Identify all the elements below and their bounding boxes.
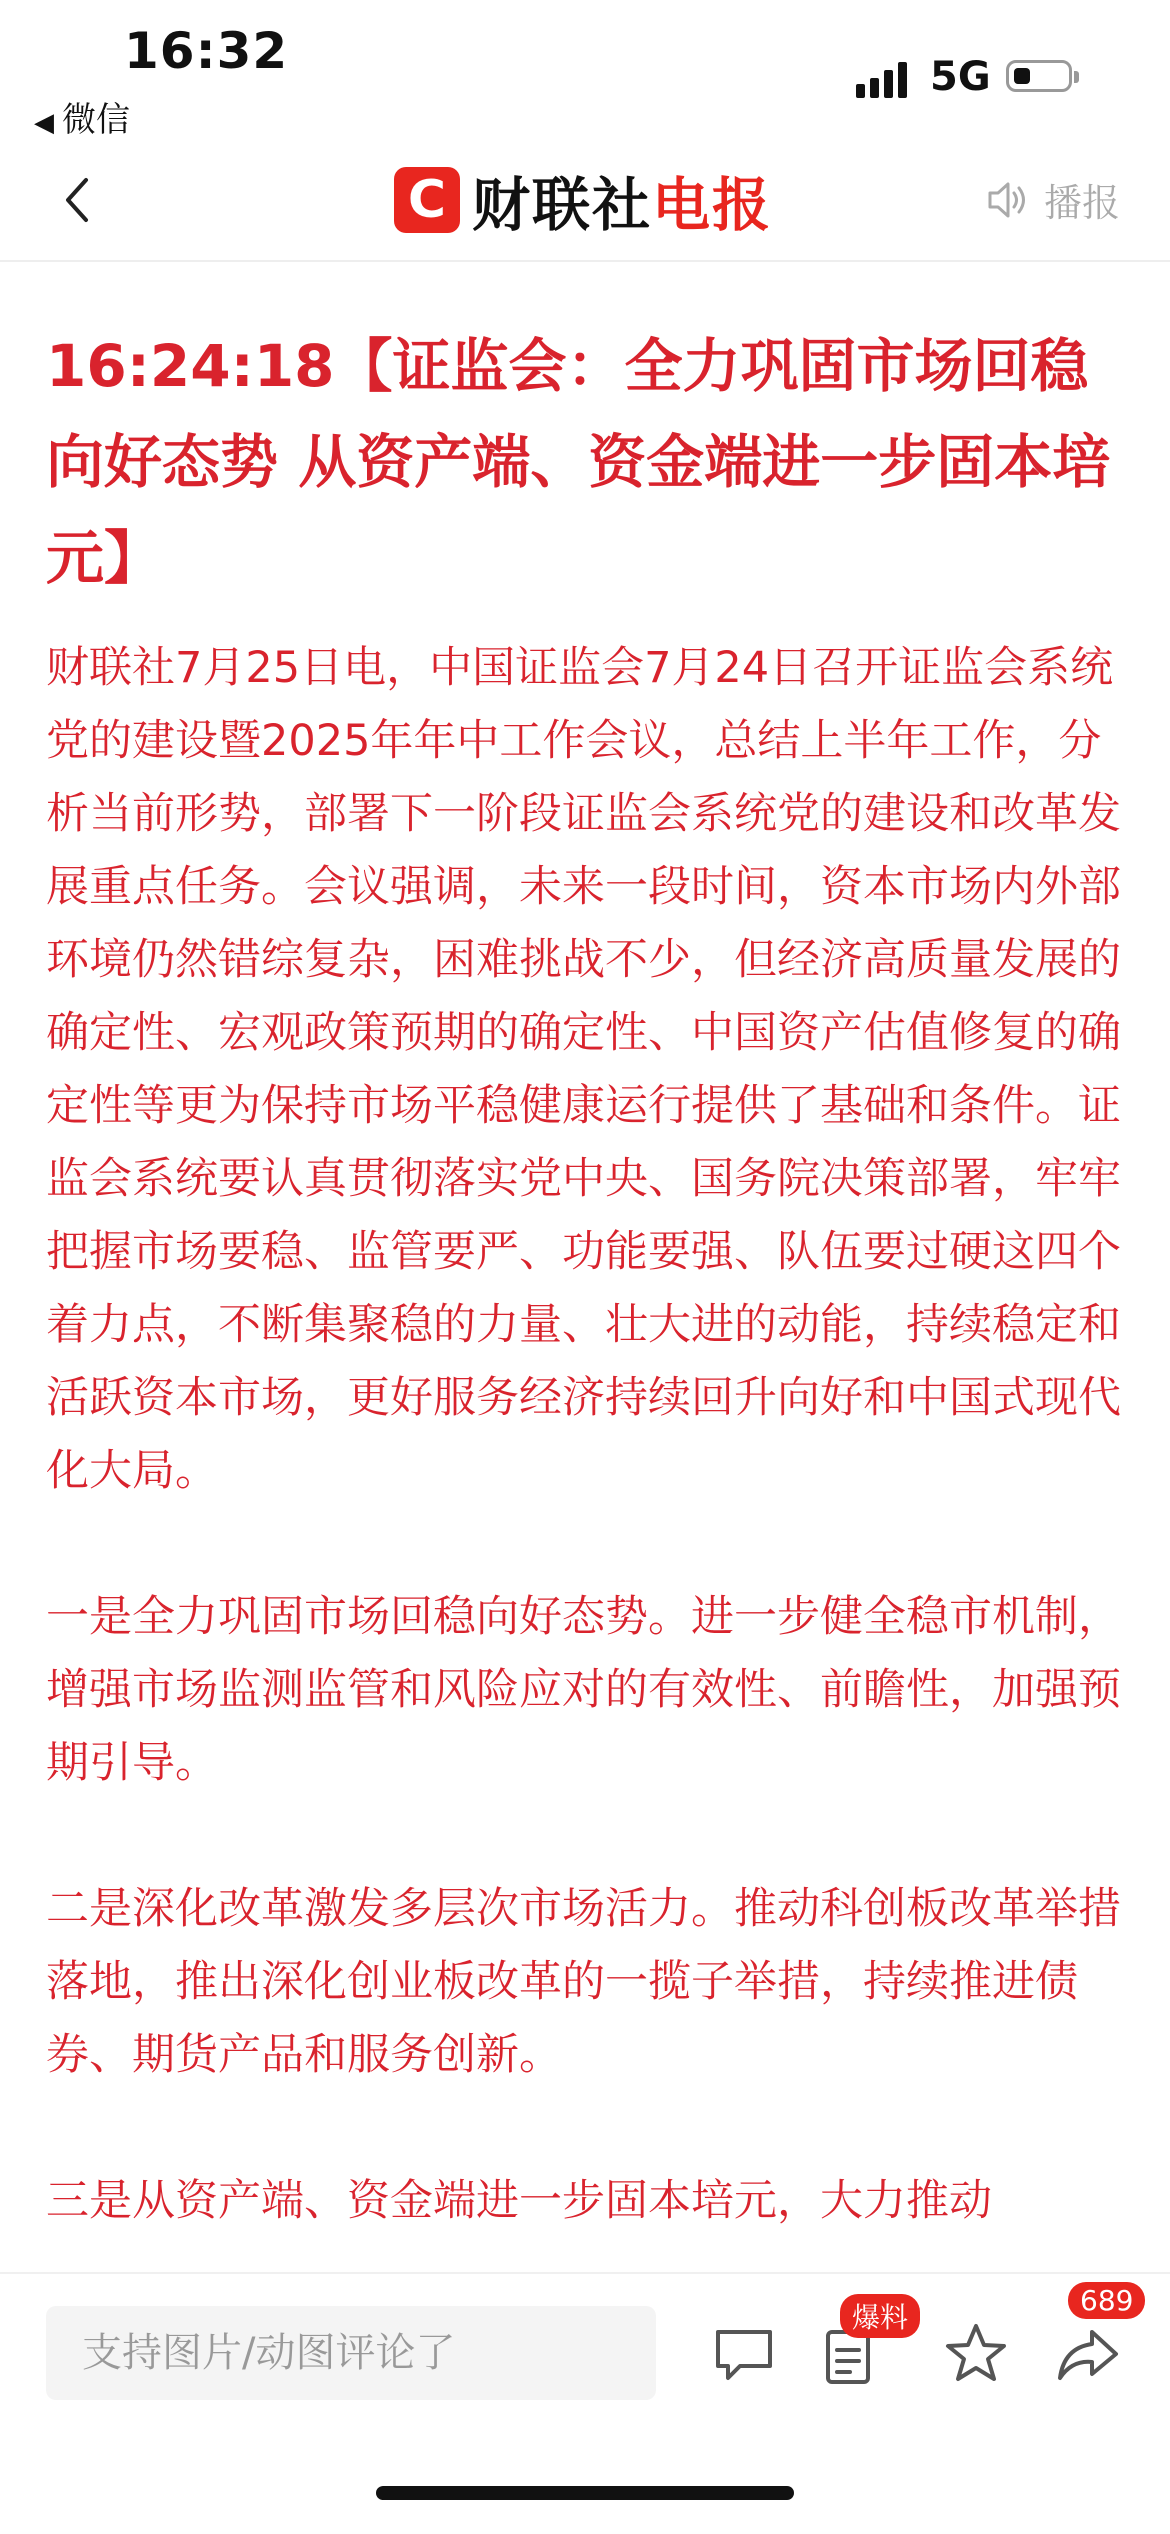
back-app-label: 微信 [62,100,130,140]
brand-logo [394,158,772,242]
share-icon [1048,2314,1128,2394]
article-headline: 16:24:18【证监会：全力巩固市场回稳向好态势 从资产端、资金端进一步固本培元】 [46,332,1111,592]
content-fade [0,2228,1170,2278]
broadcast-button[interactable] [986,172,1120,227]
share-count-badge: 689 [1068,2282,1145,2319]
article-paragraph: 二是深化改革激发多层次市场活力。推动科创板改革举措落地，推出深化创业板改革的一揽子举措，持续推进债券、期货产品和服务创新。 [46,1884,1121,2080]
brand-name: 财联社 [472,171,653,239]
comment-button[interactable] [704,2314,784,2394]
signal-icon [856,58,916,98]
star-icon [936,2314,1016,2394]
article-paragraph: 一是全力巩固市场回稳向好态势。进一步健全稳市机制，增强市场监测监管和风险应对的有效性、前瞻性，加强预期引导。 [46,1592,1121,1788]
nav-bar [0,140,1170,262]
back-to-wechat[interactable] [34,92,130,141]
back-triangle-icon: ◀ [34,108,54,138]
status-time: 16:32 [124,22,289,80]
article-paragraph: 财联社7月25日电，中国证监会7月24日召开证监会系统党的建设暨2025年年中工作会议，总结上半年工作，分析当前形势，部署下一阶段证监会系统党的建设和改革发展重点任务。会议强调，未来一段时间，资本市场内外部环境仍然错综复杂，困难挑战不少，但经济高质量发展的确定性、宏观政策预期的确定性、中国资产估值修复的确定性等更为保持市场平稳健康运行提供了基础和条件。证监会系统要认真贯彻落实党中央、国务院决策部署，牢牢把握市场要稳、监管要严、功能要强、队伍要过硬这四个着力点，不断集聚稳的力量、壮大进的动能，持续稳定和活跃资本市场，更好服务经济持续回升向好和中国式现代化大局。 [46,643,1121,1496]
article-paragraph: 三是从资产端、资金端进一步固本培元，大力推动 [46,2176,992,2226]
comment-input[interactable]: 支持图片/动图评论了 [46,2306,656,2400]
broadcast-label: 播报 [1044,181,1121,225]
speaker-icon [986,180,1030,220]
tip-badge: 爆料 [840,2294,920,2338]
back-button[interactable] [60,170,100,230]
logo-c-icon: C [394,167,460,233]
article-body [46,632,1126,2311]
battery-icon [1006,60,1072,92]
comment-icon [704,2314,784,2394]
favorite-button[interactable] [936,2314,1016,2394]
home-indicator [376,2486,794,2500]
chevron-left-icon [60,170,100,230]
share-button[interactable] [1048,2314,1128,2394]
network-type: 5G [930,54,991,100]
brand-accent: 电报 [652,171,773,239]
